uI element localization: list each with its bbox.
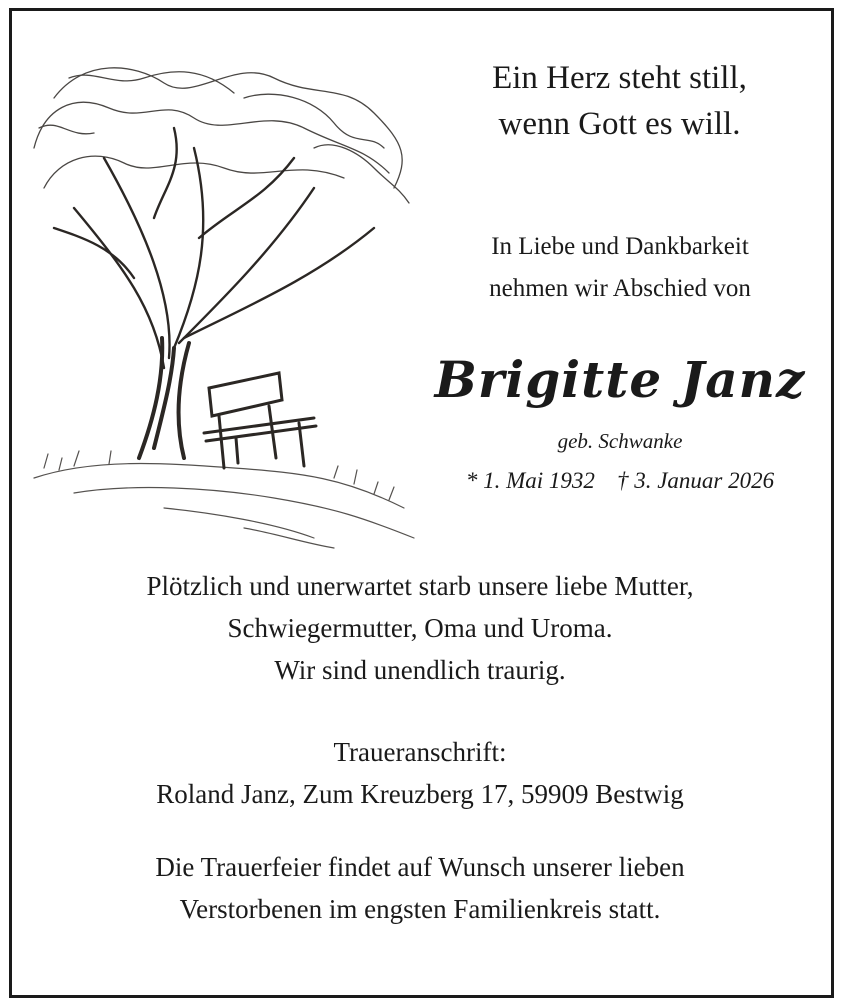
intro-text xyxy=(420,226,820,310)
motto-line: wenn Gott es will. xyxy=(498,106,741,142)
ceremony-line: Verstorbenen im engsten Familienkreis statt. xyxy=(179,894,661,924)
death-date: † 3. Januar 2026 xyxy=(616,468,775,493)
motto xyxy=(432,55,807,147)
address-label: Traueranschrift: xyxy=(333,737,507,767)
birth-date: * 1. Mai 1932 xyxy=(465,468,595,493)
funeral-notice xyxy=(20,846,820,930)
message-line: Wir sind unendlich traurig. xyxy=(274,655,566,685)
ceremony-line: Die Trauerfeier findet auf Wunsch unserer lieben xyxy=(155,852,685,882)
tree-and-bench-icon xyxy=(14,38,424,550)
mourning-address xyxy=(20,731,820,815)
intro-line: In Liebe und Dankbarkeit xyxy=(491,233,749,260)
message-line: Schwiegermutter, Oma und Uroma. xyxy=(227,613,613,643)
motto-line: Ein Herz steht still, xyxy=(492,60,747,96)
maiden-name: geb. Schwanke xyxy=(557,429,683,453)
condolence-message xyxy=(20,565,820,691)
intro-line: nehmen wir Abschied von xyxy=(489,275,751,302)
message-line: Plötzlich und unerwartet starb unsere liebe Mutter, xyxy=(146,571,694,601)
deceased-name: Brigitte Janz xyxy=(434,350,806,409)
life-dates xyxy=(420,463,820,499)
address-text: Roland Janz, Zum Kreuzberg 17, 59909 Bestwig xyxy=(156,779,684,809)
